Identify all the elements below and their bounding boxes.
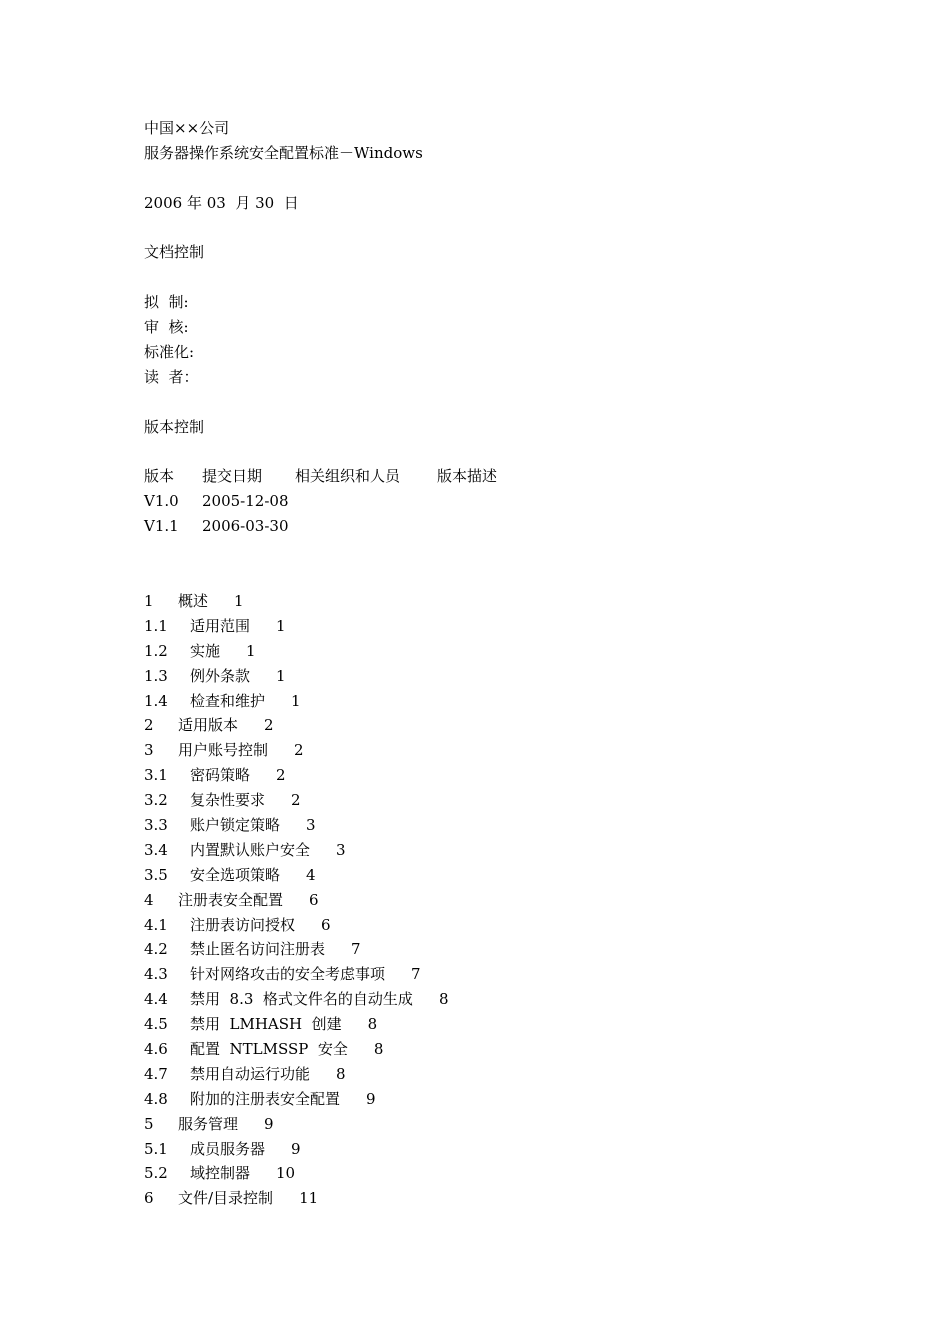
toc-entry-page: 2 (294, 741, 304, 760)
toc-entry-number: 5.2 (144, 1164, 168, 1183)
toc-entry-number: 1.4 (144, 691, 168, 710)
spacer (144, 265, 844, 290)
toc-entry-title: 概述 (178, 591, 209, 610)
toc-entry[interactable] (144, 1037, 844, 1062)
toc-entry[interactable] (144, 813, 844, 838)
toc-entry-number: 2 (144, 716, 154, 735)
toc-entry-number: 1 (144, 591, 154, 610)
toc-entry-number: 3 (144, 741, 154, 760)
toc-entry-number: 4.2 (144, 940, 168, 959)
toc-entry-page: 9 (366, 1089, 376, 1108)
toc-entry-number: 5 (144, 1114, 154, 1133)
toc-entry-title: 文件/目录控制 (178, 1189, 274, 1208)
toc-entry-page: 7 (411, 965, 421, 984)
toc-entry[interactable] (144, 1087, 844, 1112)
date-cell: 2005-12-08 (202, 492, 289, 511)
field-readers: 读 者： (144, 367, 199, 386)
toc-entry-title: 复杂性要求 (190, 791, 266, 810)
toc-entry-page: 9 (264, 1114, 274, 1133)
toc-entry[interactable] (144, 1161, 844, 1186)
document-title: 服务器操作系统安全配置标准－Windows (144, 143, 423, 162)
toc-entry[interactable] (144, 738, 844, 763)
toc-entry-page: 11 (299, 1189, 319, 1208)
toc-entry[interactable] (144, 838, 844, 863)
column-header-date: 提交日期 (202, 467, 263, 486)
toc-entry-number: 3.3 (144, 815, 168, 834)
toc-entry-number: 3.5 (144, 865, 168, 884)
toc-entry[interactable] (144, 763, 844, 788)
table-row (144, 514, 844, 539)
field-drafted-by: 拟 制: (144, 293, 189, 312)
toc-entry-page: 9 (291, 1139, 301, 1158)
toc-entry-title: 禁用 8.3 格式文件名的自动生成 (190, 990, 413, 1009)
column-header-version: 版本 (144, 467, 175, 486)
column-header-people: 相关组织和人员 (295, 467, 401, 486)
version-control-heading: 版本控制 (144, 417, 205, 436)
toc-entry-number: 3.1 (144, 766, 168, 785)
toc-entry-page: 3 (306, 815, 316, 834)
toc-entry-page: 1 (276, 666, 286, 685)
version-cell: V1.0 (144, 492, 179, 511)
toc-entry-page: 7 (351, 940, 361, 959)
spacer (144, 390, 844, 415)
toc-entry[interactable] (144, 689, 844, 714)
toc-entry-number: 4.4 (144, 990, 168, 1009)
toc-entry-title: 安全选项策略 (190, 865, 281, 884)
toc-entry[interactable] (144, 888, 844, 913)
toc-entry-title: 例外条款 (190, 666, 251, 685)
toc-entry[interactable] (144, 962, 844, 987)
toc-entry-page: 6 (321, 915, 331, 934)
toc-entry-title: 禁用 LMHASH 创建 (190, 1015, 342, 1034)
toc-entry[interactable] (144, 639, 844, 664)
toc-entry-number: 4.3 (144, 965, 168, 984)
toc-entry-title: 成员服务器 (190, 1139, 266, 1158)
table-of-contents (144, 589, 844, 1211)
spacer (144, 166, 844, 191)
column-header-description: 版本描述 (437, 467, 498, 486)
toc-entry-title: 适用范围 (190, 616, 251, 635)
toc-entry-number: 3.2 (144, 791, 168, 810)
toc-entry-title: 注册表访问授权 (190, 915, 296, 934)
toc-entry-title: 针对网络攻击的安全考虑事项 (190, 965, 386, 984)
version-table-header (144, 464, 844, 489)
toc-entry-number: 3.4 (144, 840, 168, 859)
toc-entry-page: 8 (367, 1015, 378, 1034)
toc-entry-number: 4.5 (144, 1015, 168, 1034)
spacer (144, 216, 844, 241)
toc-entry-title: 实施 (190, 641, 221, 660)
toc-entry[interactable] (144, 937, 844, 962)
toc-entry-page: 2 (276, 766, 286, 785)
company-name: 中国××公司 (144, 119, 230, 137)
toc-entry-title: 账户锁定策略 (190, 815, 281, 834)
toc-entry-title: 禁用自动运行功能 (190, 1064, 311, 1083)
toc-entry-number: 4.1 (144, 915, 168, 934)
toc-entry-page: 3 (336, 840, 346, 859)
toc-entry[interactable] (144, 913, 844, 938)
toc-entry-title: 内置默认账户安全 (190, 840, 311, 859)
toc-entry-title: 配置 NTLMSSP 安全 (190, 1039, 348, 1058)
toc-entry[interactable] (144, 1012, 844, 1037)
toc-entry[interactable] (144, 788, 844, 813)
toc-entry-page: 8 (373, 1039, 384, 1058)
toc-entry-number: 6 (144, 1189, 154, 1208)
toc-entry-number: 4 (144, 890, 154, 909)
spacer (144, 440, 844, 465)
field-standardized-by: 标准化: (144, 343, 195, 362)
toc-entry-page: 4 (306, 865, 316, 884)
toc-entry-page: 2 (264, 716, 274, 735)
field-reviewed-by: 审 核: (144, 318, 189, 337)
toc-entry[interactable] (144, 614, 844, 639)
toc-entry-page: 1 (276, 616, 286, 635)
toc-entry-number: 1.1 (144, 616, 168, 635)
toc-entry-number: 1.3 (144, 666, 168, 685)
toc-entry-title: 禁止匿名访问注册表 (190, 940, 326, 959)
toc-entry-title: 用户账号控制 (178, 741, 269, 760)
toc-entry-number: 4.6 (144, 1039, 168, 1058)
toc-entry-title: 附加的注册表安全配置 (190, 1089, 341, 1108)
toc-entry-page: 2 (291, 791, 301, 810)
document-page (144, 116, 844, 1211)
toc-entry-page: 1 (234, 591, 244, 610)
toc-entry[interactable] (144, 987, 844, 1012)
doc-control-heading: 文档控制 (144, 243, 205, 262)
toc-entry[interactable] (144, 1112, 844, 1137)
document-date: 2006 年 03 月 30 日 (144, 193, 299, 212)
toc-entry-title: 适用版本 (178, 716, 239, 735)
toc-entry-page: 1 (246, 641, 256, 660)
toc-entry[interactable] (144, 713, 844, 738)
toc-entry-page: 1 (291, 691, 301, 710)
toc-entry-title: 密码策略 (190, 766, 251, 785)
toc-entry[interactable] (144, 1186, 844, 1211)
toc-entry-number: 5.1 (144, 1139, 168, 1158)
toc-entry-title: 服务管理 (178, 1114, 239, 1133)
date-cell: 2006-03-30 (202, 517, 289, 536)
toc-entry[interactable] (144, 863, 844, 888)
toc-entry-page: 8 (336, 1064, 346, 1083)
version-cell: V1.1 (144, 517, 179, 536)
toc-entry-title: 注册表安全配置 (178, 890, 284, 909)
toc-entry-number: 4.7 (144, 1064, 168, 1083)
toc-entry[interactable] (144, 1062, 844, 1087)
table-row (144, 489, 844, 514)
spacer (144, 539, 844, 589)
toc-entry-page: 6 (309, 890, 319, 909)
toc-entry-page: 8 (438, 990, 449, 1009)
toc-entry-number: 4.8 (144, 1089, 168, 1108)
toc-entry[interactable] (144, 589, 844, 614)
toc-entry-number: 1.2 (144, 641, 168, 660)
toc-entry[interactable] (144, 1137, 844, 1162)
toc-entry-title: 域控制器 (190, 1164, 251, 1183)
toc-entry-page: 10 (276, 1164, 296, 1183)
toc-entry-title: 检查和维护 (190, 691, 266, 710)
toc-entry[interactable] (144, 664, 844, 689)
